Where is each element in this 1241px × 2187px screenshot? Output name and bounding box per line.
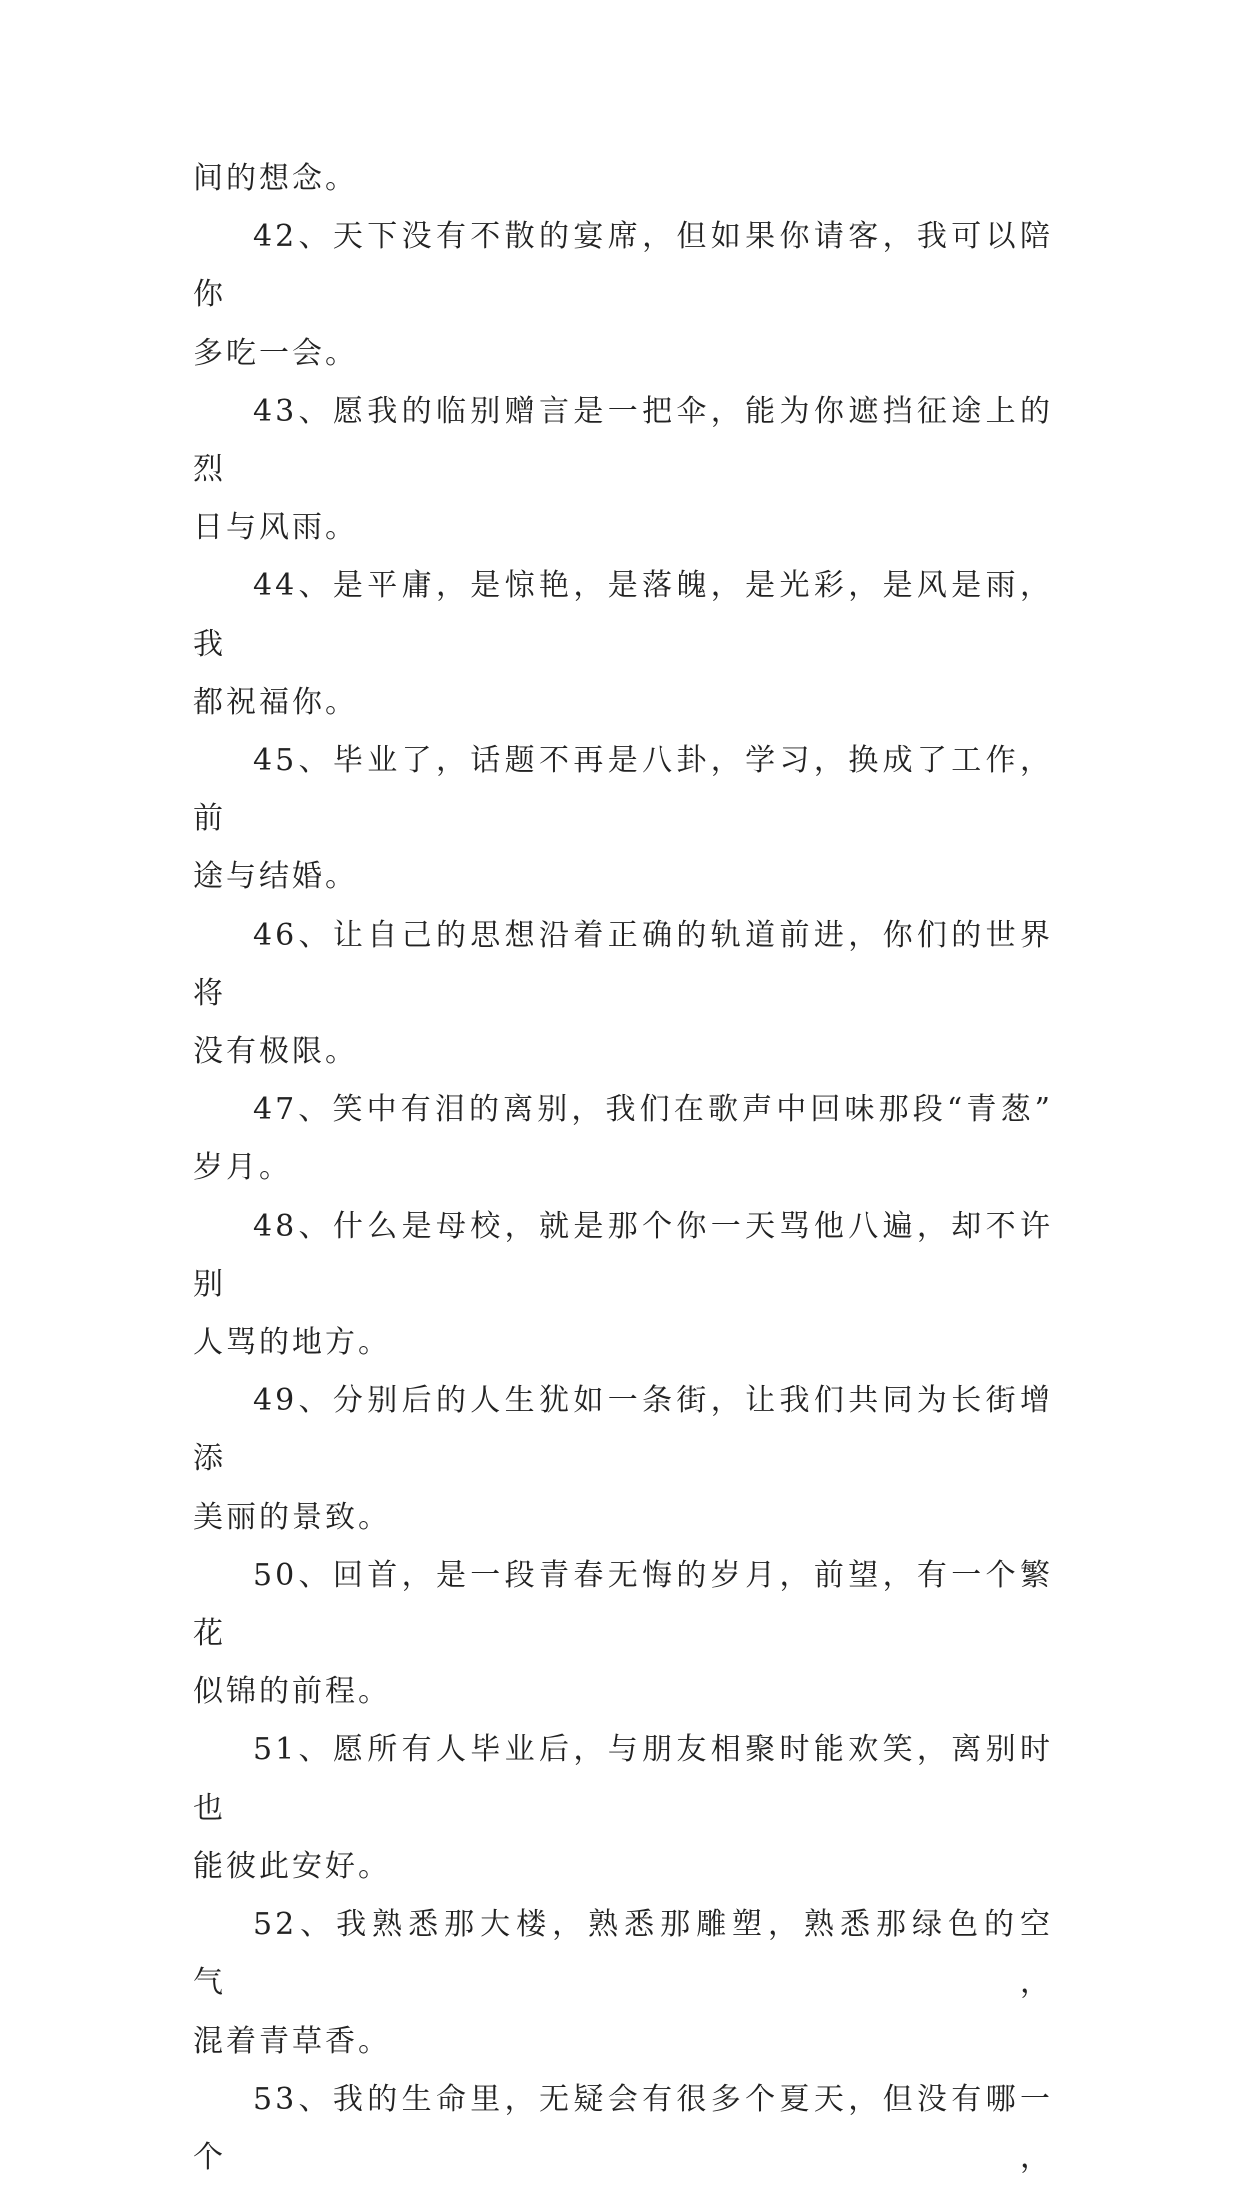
paragraph-46 [193, 907, 1053, 1082]
paragraph-44 [193, 557, 1053, 732]
paragraph-line: 日与风雨。 [193, 510, 358, 546]
paragraph-48 [193, 1198, 1053, 1373]
paragraph-line: 44、是平庸，是惊艳，是落魄，是光彩，是风是雨，我 [193, 568, 1053, 662]
paragraph-52 [193, 1896, 1053, 2071]
paragraph-line: 都祝福你。 [193, 684, 358, 720]
paragraph-line: 45、毕业了，话题不再是八卦，学习，换成了工作，前 [193, 743, 1053, 837]
paragraph-line: 47、笑中有泪的离别，我们在歌声中回味那段“青葱” [253, 1092, 1053, 1128]
paragraph-line: 似锦的前程。 [193, 1674, 391, 1710]
paragraph-line: 途与结婚。 [193, 859, 358, 895]
paragraph-43 [193, 383, 1053, 558]
document-body [193, 150, 1053, 2187]
paragraph-line: 没有极限。 [193, 1034, 358, 1070]
paragraph-line: 人骂的地方。 [193, 1325, 391, 1361]
paragraph-line: 多吃一会。 [193, 335, 358, 371]
paragraph-line: 间的想念。 [193, 161, 358, 196]
paragraph-line: 42、天下没有不散的宴席，但如果你请客，我可以陪你 [193, 219, 1053, 313]
paragraph-line: 43、愿我的临别赠言是一把伞，能为你遮挡征途上的烈 [193, 393, 1053, 488]
paragraph-53 [193, 2071, 1053, 2187]
paragraph-line: 49、分别后的人生犹如一条街，让我们共同为长街增添 [193, 1383, 1053, 1477]
paragraph-45 [193, 732, 1053, 907]
paragraph-49 [193, 1372, 1053, 1547]
paragraph-line: 50、回首，是一段青春无悔的岁月，前望，有一个繁花 [193, 1557, 1053, 1652]
paragraph-41-continuation [193, 150, 1053, 208]
paragraph-line: 51、愿所有人毕业后，与朋友相聚时能欢笑，离别时也 [193, 1732, 1053, 1826]
paragraph-line: 能彼此安好。 [193, 1848, 391, 1884]
paragraph-47 [193, 1081, 1053, 1197]
paragraph-line: 53、我的生命里，无疑会有很多个夏天，但没有哪一个， [193, 2081, 1053, 2175]
paragraph-line: 48、什么是母校，就是那个你一天骂他八遍，却不许别 [193, 1208, 1053, 1302]
paragraph-51 [193, 1721, 1053, 1896]
paragraph-line: 46、让自己的思想沿着正确的轨道前进，你们的世界将 [193, 917, 1053, 1011]
paragraph-50 [193, 1547, 1053, 1722]
paragraph-42 [193, 208, 1053, 383]
paragraph-line: 混着青草香。 [193, 2023, 391, 2059]
paragraph-line: 52、我熟悉那大楼，熟悉那雕塑，熟悉那绿色的空气， [193, 1907, 1053, 2001]
paragraph-line: 岁月。 [193, 1150, 292, 1186]
paragraph-line: 美丽的景致。 [193, 1499, 391, 1535]
